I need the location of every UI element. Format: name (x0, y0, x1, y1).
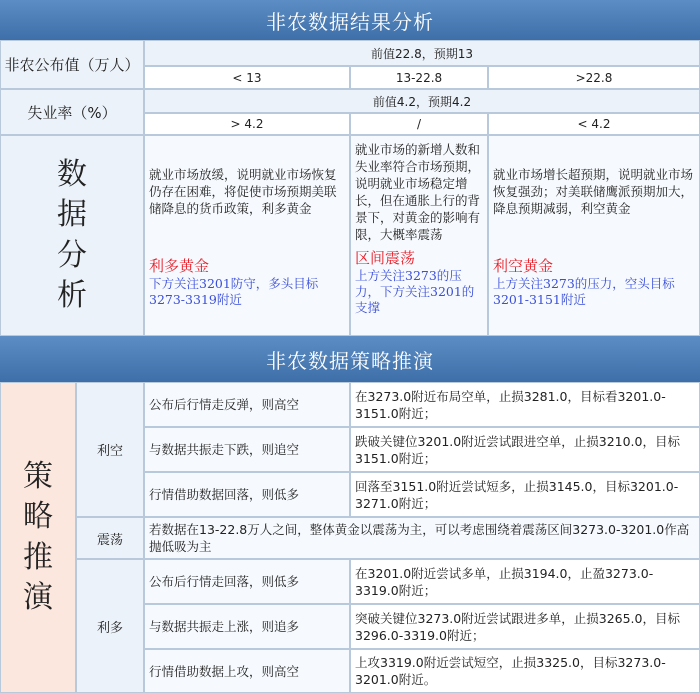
bullish-plan: 突破关键位3273.0附近尝试跟进多单，止损3265.0，目标3296.0-3319.0附近； (350, 604, 700, 649)
analysis-text: 就业市场增长超预期，说明就业市场恢复强劲；对美联储鹰派预期加大，降息预期减弱，利空黄金 (493, 167, 694, 216)
bullish-plan: 上攻3319.0附近尝试短空，止损3325.0，目标3273.0-3201.0附近。 (350, 649, 700, 693)
verdict-label: 区间震荡 (355, 249, 416, 267)
nfp-expectation: 前值22.8，预期13 (144, 40, 700, 66)
bearish-condition: 公布后行情走反弹，则高空 (144, 382, 350, 427)
bearish-plan: 回落至3151.0附近尝试短多，止损3145.0，目标3201.0-3271.0附近； (350, 472, 700, 517)
section-title-strategy: 非农数据策略推演 (0, 336, 700, 382)
unemployment-label: 失业率（%） (0, 89, 144, 135)
level-note: 上方关注3273的压力，空头目标3201-3151附近 (493, 276, 675, 307)
unemployment-range-mid: / (350, 113, 488, 135)
scenario-bearish-label: 利空 (76, 382, 144, 517)
verdict-label: 利空黄金 (493, 257, 554, 275)
analysis-bullish-cell (144, 135, 350, 336)
bullish-condition: 与数据共振走上涨，则追多 (144, 604, 350, 649)
bullish-condition: 行情借助数据上攻，则高空 (144, 649, 350, 693)
bearish-condition: 行情借助数据回落，则低多 (144, 472, 350, 517)
analysis-text: 就业市场放缓，说明就业市场恢复仍存在困难，将促使市场预期美联储降息的货币政策，利多黄金 (149, 167, 337, 216)
analysis-bearish-cell (488, 135, 700, 336)
bullish-plan: 在3201.0附近尝试多单，止损3194.0，止盈3273.0-3319.0附近； (350, 559, 700, 604)
unemployment-range-low: < 4.2 (488, 113, 700, 135)
level-note: 下方关注3201防守，多头目标3273-3319附近 (149, 276, 319, 307)
analysis-range-cell (350, 135, 488, 336)
level-note: 上方关注3273的压力，下方关注3201的支撑 (355, 268, 475, 315)
bearish-plan: 跌破关键位3201.0附近尝试跟进空单，止损3210.0，目标3151.0附近； (350, 427, 700, 472)
strategy-label: 策略推演 (0, 382, 76, 693)
unemployment-expectation: 前值4.2，预期4.2 (144, 89, 700, 113)
nfp-range-mid: 13-22.8 (350, 66, 488, 89)
verdict-label: 利多黄金 (149, 257, 210, 275)
scenario-bullish-label: 利多 (76, 559, 144, 693)
range-plan: 若数据在13-22.8万人之间，整体黄金以震荡为主，可以考虑围绕着震荡区间3273.0-3201.0作高抛低吸为主 (144, 517, 700, 559)
scenario-range-label: 震荡 (76, 517, 144, 559)
analysis-text: 就业市场的新增人数和失业率符合市场预期，说明就业市场稳定增长，但在通胀上行的背景下，对黄金的影响有限，大概率震荡 (355, 142, 481, 242)
analysis-label: 数据分析 (0, 135, 144, 336)
unemployment-range-high: > 4.2 (144, 113, 350, 135)
bearish-condition: 与数据共振走下跌，则追空 (144, 427, 350, 472)
nfp-range-high: >22.8 (488, 66, 700, 89)
section-title-analysis: 非农数据结果分析 (0, 0, 700, 40)
bullish-condition: 公布后行情走回落，则低多 (144, 559, 350, 604)
bearish-plan: 在3273.0附近布局空单，止损3281.0，目标看3201.0-3151.0附近； (350, 382, 700, 427)
nfp-range-low: < 13 (144, 66, 350, 89)
nfp-label: 非农公布值（万人） (0, 40, 144, 89)
